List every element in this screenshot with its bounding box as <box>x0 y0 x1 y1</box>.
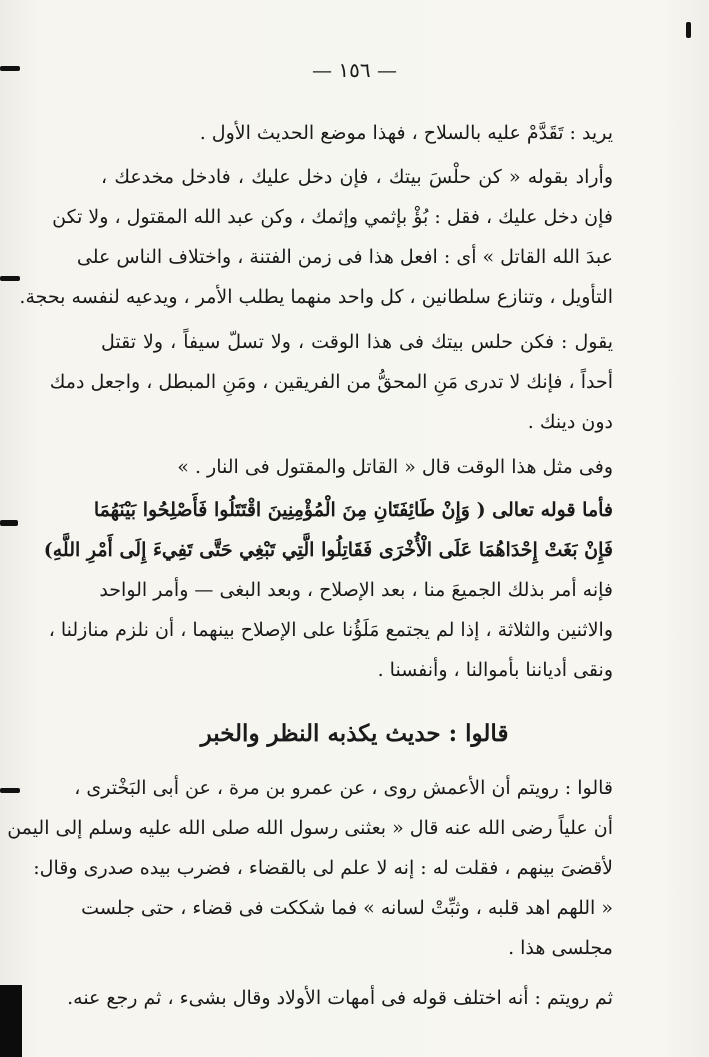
text-line: « اللهم اهد قلبه ، وثبِّتْ لسانه » فما شككت فى قضاء ، حتى جلست <box>81 897 613 919</box>
paragraph-7 <box>67 978 613 1018</box>
text-line: أن علياً رضى الله عنه قال « بعثنى رسول الله صلى الله عليه وسلم إلى اليمن <box>7 817 613 839</box>
text-line: دون دينك . <box>527 411 613 433</box>
quran-verse-line: فَإِنْ بَغَتْ إِحْدَاهُمَا عَلَى الْأُخْرَى فَقَاتِلُوا الَّتِي تَبْغِي حَتَّى تَفِيءَ إِلَى أَمْرِ اللَّهِ) <box>43 539 613 561</box>
text-line: ونقى أدياننا بأموالنا ، وأنفسنا . <box>377 659 613 681</box>
scan-mark <box>686 22 691 38</box>
text-line: عبدَ الله القاتل » أى : افعل هذا فى زمن الفتنة ، واختلاف الناس على <box>76 246 613 268</box>
section-heading: قالوا : حديث يكذبه النظر والخبر <box>200 720 509 747</box>
text-line: ثم رويتم : أنه اختلف قوله فى أمهات الأولاد وقال بشىء ، ثم رجع عنه. <box>67 987 613 1009</box>
paragraph-1 <box>101 113 613 153</box>
text-line: وأراد بقوله « كن حلْسَ بيتك ، فإن دخل عليك ، فادخل مخدعك ، <box>101 166 613 188</box>
text-line: فإن دخل عليك ، فقل : بُؤْ بإثمي وإثمك ، وكن عبد الله المقتول ، ولا تكن <box>52 206 613 228</box>
text-line: يريد : تَقَدَّمْ عليه بالسلاح ، فهذا موضع الحديث الأول . <box>199 122 613 144</box>
text-line: وفى مثل هذا الوقت قال « القاتل والمقتول فى النار . » <box>177 456 613 478</box>
scan-mark <box>0 520 18 526</box>
scan-mark <box>0 788 20 793</box>
text-line: أحداً ، فإنك لا تدرى مَنِ المحقُّ من الفريقين ، ومَنِ المبطل ، واجعل دمك <box>49 371 613 393</box>
paragraph-3 <box>49 322 613 442</box>
paragraph-6 <box>7 768 613 968</box>
text-line: والاثنين والثلاثة ، إذا لم يجتمع مَلَؤُنا على الإصلاح بينهما ، أن نلزم منازلنا ، <box>48 619 613 641</box>
text-line: فإنه أمر بذلك الجميعَ منا ، بعد الإصلاح ، وبعد البغى — وأمر الواحد <box>99 579 613 601</box>
text-line: قالوا : رويتم أن الأعمش روى ، عن عمرو بن مرة ، عن أبى البَخْترى ، <box>74 777 613 799</box>
paragraph-4 <box>101 447 613 487</box>
page-number: — ١٥٦ — <box>312 58 397 82</box>
text-line: مجلسى هذا . <box>508 937 613 959</box>
text-line: يقول : فكن حلس بيتك فى هذا الوقت ، ولا تسلّ سيفاً ، ولا تقتل <box>101 331 613 353</box>
paragraph-5 <box>43 490 613 690</box>
text-line: التأويل ، وتنازع سلطانين ، كل واحد منهما يطلب الأمر ، ويدعيه لنفسه بحجة. <box>19 286 613 308</box>
binding-shadow <box>0 985 22 1057</box>
paragraph-2 <box>19 157 613 317</box>
scan-mark <box>0 276 20 281</box>
scan-mark <box>0 66 20 71</box>
text-line: لأقضىَ بينهم ، فقلت له : إنه لا علم لى بالقضاء ، فضرب بيده صدرى وقال: <box>33 857 613 879</box>
quran-verse-line: فأما قوله تعالى ( وَإِنْ طَائِفَتَانِ مِنَ الْمُؤْمِنِينَ اقْتَتَلُوا فَأَصْلِحُوا بَيْنَهُمَا <box>93 499 613 521</box>
